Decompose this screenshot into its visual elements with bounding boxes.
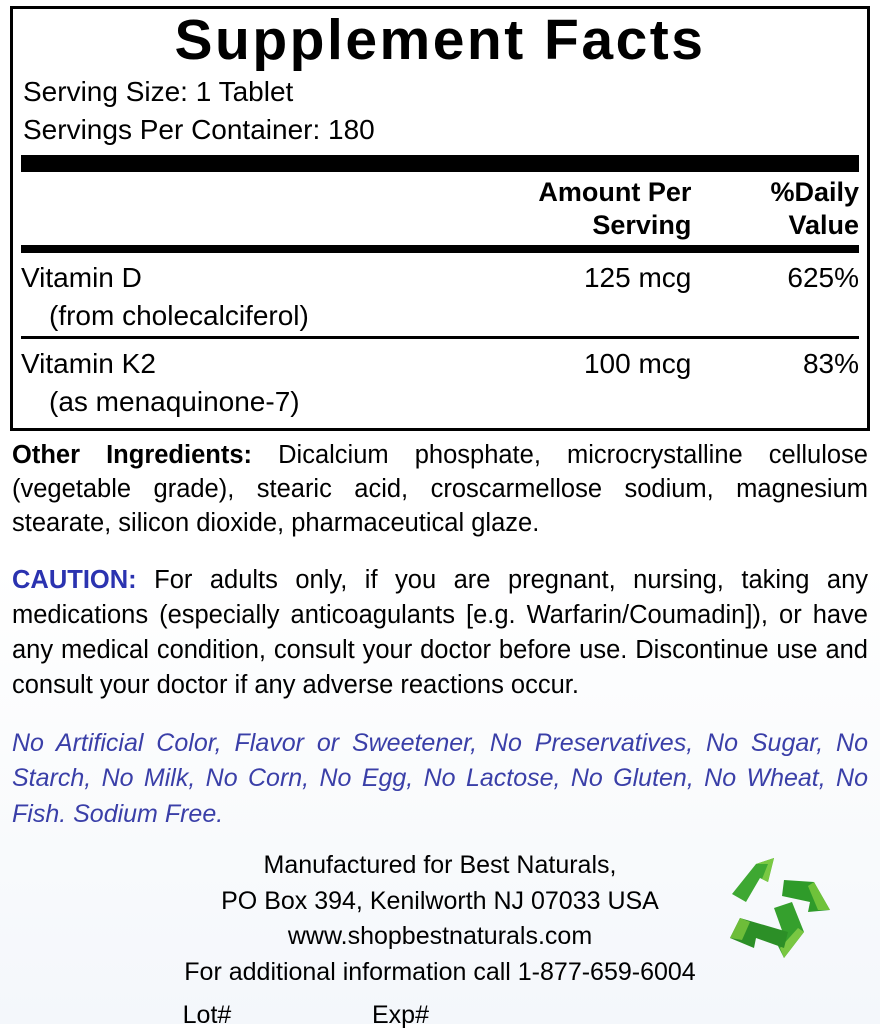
supplement-facts-panel	[10, 6, 870, 431]
header-dv-line1: %Daily	[770, 177, 859, 208]
nutrient-daily-value: 83%	[802, 348, 859, 380]
other-ingredients	[12, 439, 868, 541]
manufacturer-block	[10, 848, 870, 1034]
divider-medium	[21, 245, 859, 253]
recycle-icon	[722, 852, 842, 964]
lot-exp-row	[10, 998, 870, 1034]
divider-thick	[21, 155, 859, 172]
nutrient-source: (from cholecalciferol)	[49, 299, 309, 331]
other-ingredients-label: Other Ingredients:	[12, 441, 253, 470]
nutrient-amount: 125 mcg	[583, 262, 692, 294]
free-from-claims: No Artificial Color, Flavor or Sweetener, No Preservatives, No Sugar, No Starch, No Milk, No Corn, No Egg, No Lactose, No Gluten, No Wheat, No Fish. Sodium Free.	[12, 728, 868, 828]
manufacturer-line1: Manufactured for Best Naturals,	[263, 851, 617, 880]
header-daily-value	[691, 172, 859, 245]
serving-size: Serving Size: 1 Tablet	[23, 76, 294, 108]
nutrient-source: (as menaquinone-7)	[49, 385, 300, 417]
nutrient-daily-value: 625%	[787, 262, 859, 294]
nutrition-table	[21, 172, 859, 422]
header-amount-line2: Serving	[592, 209, 692, 240]
other-ingredients-text: Dicalcium phosphate, microcrystalline cellulose (vegetable grade), stearic acid, croscarmellose sodium, magnesium stearate, silicon dioxide, pharmaceutical glaze.	[12, 441, 868, 537]
manufacturer-phone: For additional information call 1-877-659-6004	[184, 957, 696, 986]
page-title: Supplement Facts	[174, 8, 706, 72]
caution-statement	[12, 563, 868, 704]
servings-per-container: Servings Per Container: 180	[23, 114, 375, 146]
header-dv-line2: Value	[788, 209, 859, 240]
divider-medium-row	[21, 245, 859, 253]
nutrient-name-cell	[21, 253, 474, 336]
nutrient-amount: 100 mcg	[583, 348, 692, 380]
header-amount-line1: Amount Per	[538, 177, 692, 208]
table-header-row	[21, 172, 859, 245]
exp-label: Exp#	[372, 1001, 429, 1030]
nutrient-name: Vitamin D	[21, 262, 142, 294]
header-amount-per-serving	[474, 172, 692, 245]
table-row	[21, 339, 859, 422]
lot-label: Lot#	[182, 1001, 232, 1030]
caution-text: For adults only, if you are pregnant, nursing, taking any medications (especially anticoagulants [e.g. Warfarin/Coumadin]), or have any medical condition, consult your doctor before use. Discontinue use and consult your doctor if any adverse reactions occur.	[12, 565, 868, 700]
table-row	[21, 253, 859, 336]
manufacturer-address: PO Box 394, Kenilworth NJ 07033 USA	[221, 886, 659, 915]
caution-label: CAUTION:	[12, 565, 137, 594]
nutrient-name-cell	[21, 339, 474, 422]
header-nutrient	[21, 172, 474, 245]
nutrient-name: Vitamin K2	[21, 348, 156, 380]
manufacturer-website: www.shopbestnaturals.com	[287, 922, 593, 951]
